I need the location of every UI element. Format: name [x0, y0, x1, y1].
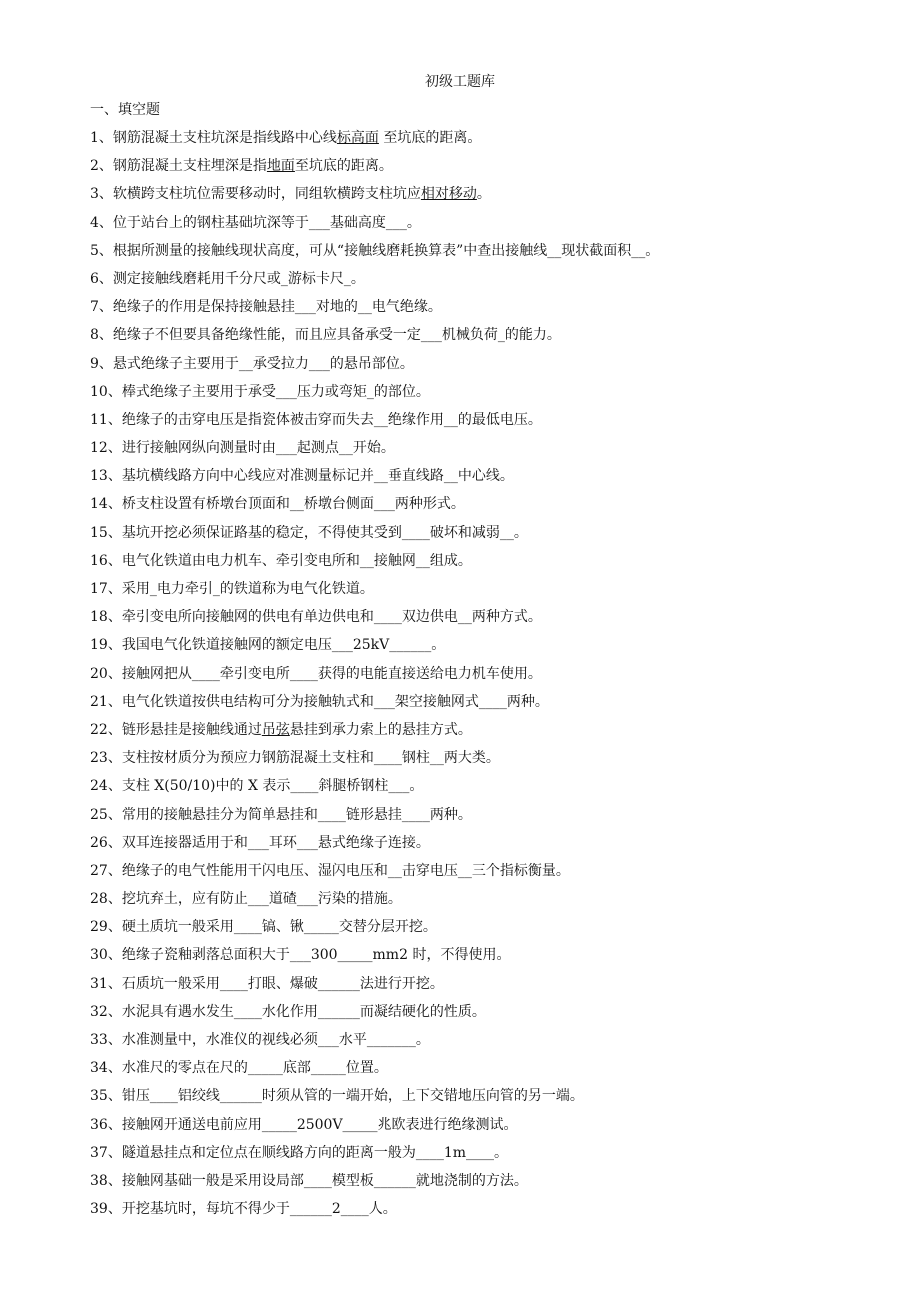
- question-text: 18、牵引变电所向接触网的供电有单边供电和____双边供电__两种方式。: [90, 609, 542, 626]
- question-text: 35、钳压____铝绞线______时须从管的一端开始，上下交错地压向管的另一端。: [90, 1088, 584, 1105]
- question-item: [90, 607, 890, 627]
- question-text: 22、链形悬挂是接触线通过: [90, 721, 262, 738]
- question-item: [90, 184, 890, 204]
- answer-underlined: 地面: [266, 158, 295, 175]
- question-item: [90, 945, 890, 965]
- question-text: 12、进行接触网纵向测量时由___起测点__开始。: [90, 440, 395, 457]
- question-text: 27、绝缘子的电气性能用干闪电压、湿闪电压和__击穿电压__三个指标衡量。: [90, 862, 570, 879]
- question-text: 15、基坑开挖必须保证路基的稳定，不得使其受到____破坏和减弱__。: [90, 524, 528, 541]
- question-item: [90, 1171, 890, 1191]
- question-item: [90, 494, 890, 514]
- question-text: 10、棒式绝缘子主要用于承受___压力或弯矩_的部位。: [90, 383, 430, 400]
- question-item: [90, 635, 890, 655]
- question-item: [90, 1115, 890, 1135]
- question-item: [90, 382, 890, 402]
- answer-underlined: 相对移动: [420, 186, 477, 203]
- question-item: [90, 861, 890, 881]
- question-item: [90, 1143, 890, 1163]
- question-text: 17、采用_电力牵引_的铁道称为电气化铁道。: [90, 581, 374, 597]
- question-text: 24、支柱 X(50/10)中的 X 表示____斜腿桥钢柱___。: [90, 778, 424, 795]
- question-item: [90, 551, 890, 571]
- question-item: [90, 354, 890, 374]
- question-text: 2、钢筋混凝土支柱埋深是指: [90, 158, 267, 175]
- question-text: 7、绝缘子的作用是保持接触悬挂___对地的__电气绝缘。: [90, 299, 442, 316]
- question-item: [90, 1002, 890, 1022]
- question-text: 37、隧道悬挂点和定位点在顺线路方向的距离一般为____1m____。: [90, 1144, 508, 1161]
- question-text: 33、水准测量中，水准仪的视线必须___水平_______。: [90, 1032, 430, 1048]
- question-item: [90, 213, 890, 233]
- question-item: [90, 325, 890, 345]
- question-item: [90, 805, 890, 825]
- question-text: 28、挖坑弃土，应有防止___道碴___污染的措施。: [90, 891, 402, 908]
- question-item: [90, 579, 890, 599]
- question-text: 至坑底的距离。: [294, 158, 393, 175]
- question-text: 20、接触网把从____牵引变电所____获得的电能直接送给电力机车使用。: [90, 665, 542, 682]
- question-text: 38、接触网基础一般是采用设局部____模型板______就地浇制的方法。: [90, 1172, 528, 1189]
- question-text: 3、软横跨支柱坑位需要移动时，同组软横跨支柱坑应: [90, 186, 421, 203]
- question-item: [90, 269, 890, 289]
- question-item: [90, 156, 890, 176]
- question-item: [90, 128, 890, 148]
- question-item: [90, 664, 890, 684]
- question-item: [90, 410, 890, 430]
- question-item: [90, 1058, 890, 1078]
- question-item: [90, 1030, 890, 1050]
- question-text: 19、我国电气化铁道接触网的额定电压___25kV______。: [90, 637, 446, 654]
- question-text: 14、桥支柱设置有桥墩台顶面和__桥墩台侧面___两种形式。: [90, 496, 465, 513]
- question-text: 4、位于站台上的钢柱基础坑深等于___基础高度___。: [90, 214, 421, 231]
- question-list: [90, 128, 890, 1227]
- question-text: 21、电气化铁道按供电结构可分为接触轨式和___架空接触网式____两种。: [90, 693, 549, 710]
- question-text: 39、开挖基坑时，每坑不得少于______2____人。: [90, 1201, 397, 1218]
- question-item: [90, 974, 890, 994]
- question-text: 11、绝缘子的击穿电压是指瓷体被击穿而失去__绝缘作用__的最低电压。: [90, 411, 542, 428]
- question-item: [90, 692, 890, 712]
- answer-underlined: 吊弦: [261, 721, 290, 738]
- question-text: 26、双耳连接器适用于和___耳环___悬式绝缘子连接。: [90, 834, 430, 851]
- question-item: [90, 297, 890, 317]
- question-text: 9、悬式绝缘子主要用于__承受拉力___的悬吊部位。: [90, 355, 414, 372]
- question-text: 16、电气化铁道由电力机车、牵引变电所和__接触网__组成。: [90, 552, 472, 569]
- question-text: 32、水泥具有遇水发生____水化作用______而凝结硬化的性质。: [90, 1003, 486, 1020]
- question-item: [90, 776, 890, 796]
- question-item: [90, 1199, 890, 1219]
- question-text: 34、水准尺的零点在尺的_____底部_____位置。: [90, 1060, 388, 1077]
- document-title: 初级工题库: [425, 74, 495, 90]
- answer-underlined: 标高面: [336, 130, 379, 146]
- question-text: 29、硬土质坑一般采用____镐、锹_____交替分层开挖。: [90, 919, 437, 936]
- question-item: [90, 833, 890, 853]
- question-item: [90, 889, 890, 909]
- question-text: 1、钢筋混凝土支柱坑深是指线路中心线: [90, 130, 337, 146]
- question-item: [90, 1086, 890, 1106]
- section-heading: 一、填空题: [90, 102, 160, 118]
- question-item: [90, 438, 890, 458]
- question-item: [90, 241, 890, 261]
- question-text: 至坑底的距离。: [378, 130, 482, 146]
- question-text: 25、常用的接触悬挂分为简单悬挂和____链形悬挂____两种。: [90, 806, 472, 823]
- question-item: [90, 748, 890, 768]
- question-text: 31、石质坑一般采用____打眼、爆破______法进行开挖。: [90, 975, 444, 992]
- question-text: 。: [476, 186, 491, 203]
- question-item: [90, 720, 890, 740]
- question-item: [90, 917, 890, 937]
- question-item: [90, 466, 890, 486]
- question-text: 30、绝缘子瓷釉剥落总面积大于___300_____mm2 时，不得使用。: [90, 947, 511, 964]
- question-item: [90, 523, 890, 543]
- question-text: 13、基坑横线路方向中心线应对准测量标记并__垂直线路__中心线。: [90, 468, 514, 485]
- question-text: 悬挂到承力索上的悬挂方式。: [289, 721, 472, 738]
- question-text: 23、支柱按材质分为预应力钢筋混凝土支柱和____钢柱__两大类。: [90, 750, 500, 767]
- question-text: 8、绝缘子不但要具备绝缘性能，而且应具备承受一定___机械负荷_的能力。: [90, 327, 561, 344]
- question-text: 5、根据所测量的接触线现状高度，可从“接触线磨耗换算表”中查出接触线__现状截面积__。: [90, 242, 660, 259]
- question-text: 6、测定接触线磨耗用千分尺或_游标卡尺_。: [90, 270, 365, 287]
- question-text: 36、接触网开通送电前应用_____2500V_____兆欧表进行绝缘测试。: [90, 1116, 518, 1133]
